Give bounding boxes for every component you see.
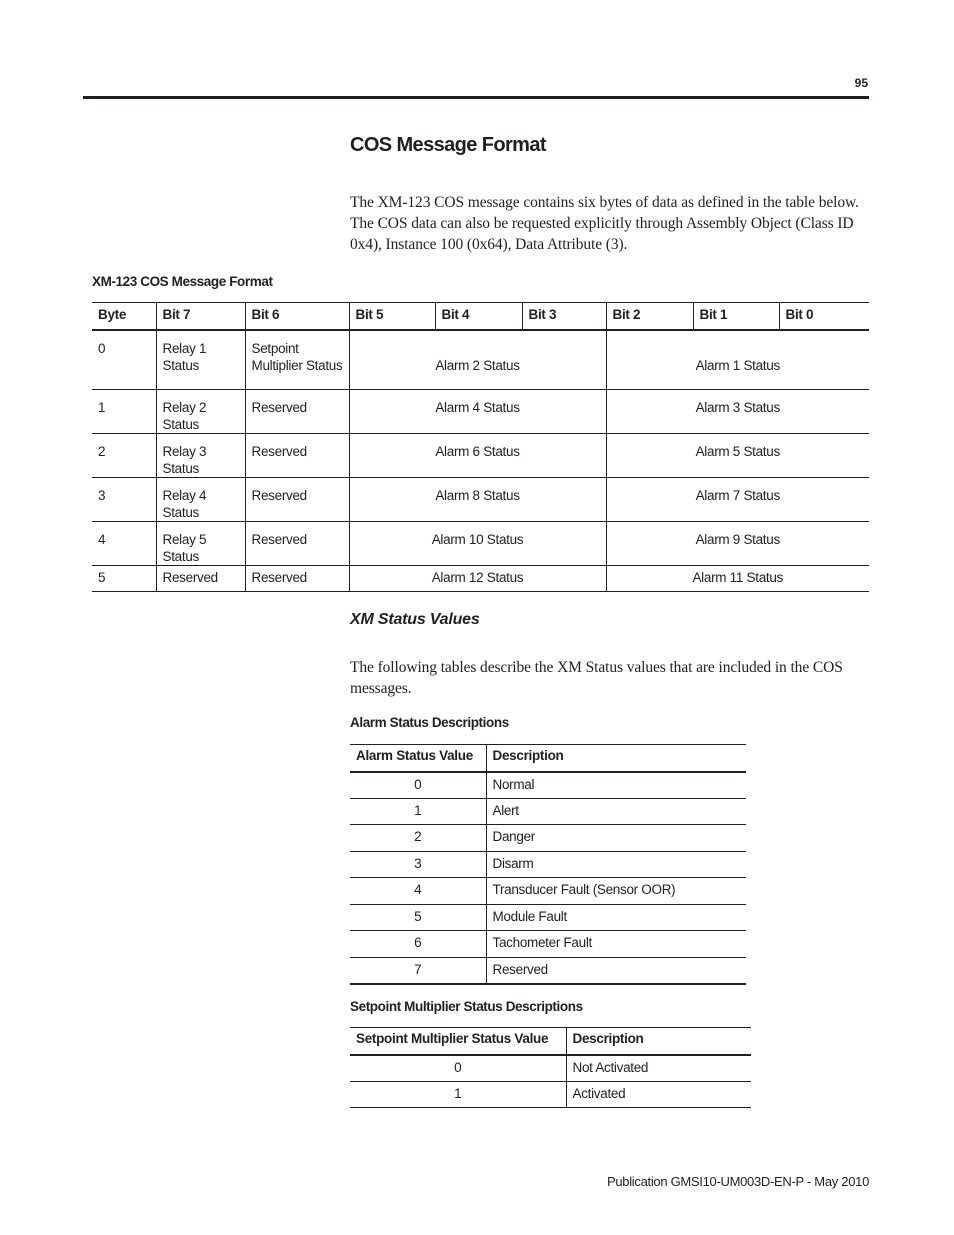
description-cell: Reserved: [486, 957, 746, 984]
description-cell: Transducer Fault (Sensor OOR): [486, 878, 746, 905]
setpoint-multiplier-status-table: [350, 1027, 751, 1108]
table-row: [92, 478, 869, 522]
column-header: Bit 3: [522, 303, 606, 330]
column-header: Bit 2: [606, 303, 693, 330]
description-cell: Normal: [486, 772, 746, 799]
page-number: 95: [854, 76, 868, 90]
bit6-cell: Reserved: [245, 434, 349, 478]
table-row: [92, 566, 869, 592]
table-row: [92, 522, 869, 566]
description-cell: Activated: [566, 1081, 751, 1108]
column-header: Description: [566, 1028, 751, 1055]
bit6-cell: Reserved: [245, 478, 349, 522]
bits2-0-cell: Alarm 5 Status: [606, 434, 869, 478]
value-cell: 0: [350, 1055, 566, 1082]
table-row: [350, 851, 746, 878]
table-row: [350, 931, 746, 958]
byte-cell: 0: [92, 330, 156, 390]
bits2-0-cell: Alarm 9 Status: [606, 522, 869, 566]
byte-cell: 2: [92, 434, 156, 478]
bit7-cell: Relay 1 Status: [156, 330, 245, 390]
alarm-table-caption: Alarm Status Descriptions: [350, 715, 509, 730]
intro-paragraph: The XM-123 COS message contains six bytes of data as defined in the table below. The COS data can also be requested explicitly through Assembly Object (Class ID 0x4), Instance 100 (0x64), Data Attribute (3).: [350, 194, 859, 253]
table-header-row: [92, 303, 869, 330]
column-header: Description: [486, 745, 746, 772]
publication-footer: Publication GMSI10-UM003D-EN-P - May 2010: [606, 1174, 869, 1189]
bit7-cell: Relay 3 Status: [156, 434, 245, 478]
bits2-0-cell: Alarm 11 Status: [606, 566, 869, 592]
table-header-row: [350, 1028, 751, 1055]
byte-cell: 4: [92, 522, 156, 566]
description-cell: Module Fault: [486, 904, 746, 931]
alarm-status-table: [350, 744, 746, 985]
bit6-cell: Reserved: [245, 390, 349, 434]
table-row: [350, 1081, 751, 1108]
description-cell: Danger: [486, 825, 746, 852]
column-header: Byte: [92, 303, 156, 330]
bit6-cell: Setpoint Multiplier Status: [245, 330, 349, 390]
bits5-3-cell: Alarm 10 Status: [349, 522, 606, 566]
column-header: Bit 7: [156, 303, 245, 330]
column-header: Bit 0: [779, 303, 869, 330]
table-row: [92, 330, 869, 390]
bit6-cell: Reserved: [245, 566, 349, 592]
value-cell: 1: [350, 798, 486, 825]
table-row: [350, 772, 746, 799]
table-row: [350, 957, 746, 984]
table-row: [92, 434, 869, 478]
value-cell: 7: [350, 957, 486, 984]
value-cell: 6: [350, 931, 486, 958]
description-cell: Alert: [486, 798, 746, 825]
bits2-0-cell: Alarm 7 Status: [606, 478, 869, 522]
column-header: Setpoint Multiplier Status Value: [350, 1028, 566, 1055]
description-cell: Tachometer Fault: [486, 931, 746, 958]
bits5-3-cell: Alarm 2 Status: [349, 330, 606, 390]
section-title: COS Message Format: [350, 134, 546, 156]
table-row: [350, 904, 746, 931]
value-cell: 0: [350, 772, 486, 799]
cos-table-caption: XM-123 COS Message Format: [92, 274, 273, 289]
bits5-3-cell: Alarm 12 Status: [349, 566, 606, 592]
column-header: Bit 4: [435, 303, 522, 330]
column-header: Alarm Status Value: [350, 745, 486, 772]
bits5-3-cell: Alarm 8 Status: [349, 478, 606, 522]
column-header: Bit 5: [349, 303, 435, 330]
cos-message-format-table: [92, 302, 869, 592]
bit6-cell: Reserved: [245, 522, 349, 566]
header-rule: [83, 96, 869, 99]
bit7-cell: Relay 2 Status: [156, 390, 245, 434]
bit7-cell: Relay 4 Status: [156, 478, 245, 522]
value-cell: 4: [350, 878, 486, 905]
bit7-cell: Relay 5 Status: [156, 522, 245, 566]
value-cell: 3: [350, 851, 486, 878]
table-row: [350, 798, 746, 825]
table-row: [350, 1055, 751, 1082]
table-header-row: [350, 745, 746, 772]
bits5-3-cell: Alarm 4 Status: [349, 390, 606, 434]
value-cell: 5: [350, 904, 486, 931]
xm-status-heading: XM Status Values: [350, 611, 480, 628]
xm-status-paragraph: The following tables describe the XM Status values that are included in the COS messages.: [350, 659, 843, 697]
description-cell: Disarm: [486, 851, 746, 878]
table-row: [350, 825, 746, 852]
table-row: [92, 390, 869, 434]
column-header: Bit 1: [693, 303, 779, 330]
bits5-3-cell: Alarm 6 Status: [349, 434, 606, 478]
description-cell: Not Activated: [566, 1055, 751, 1082]
setpoint-table-caption: Setpoint Multiplier Status Descriptions: [350, 999, 583, 1014]
bits2-0-cell: Alarm 1 Status: [606, 330, 869, 390]
value-cell: 1: [350, 1081, 566, 1108]
byte-cell: 3: [92, 478, 156, 522]
column-header: Bit 6: [245, 303, 349, 330]
bits2-0-cell: Alarm 3 Status: [606, 390, 869, 434]
value-cell: 2: [350, 825, 486, 852]
byte-cell: 1: [92, 390, 156, 434]
byte-cell: 5: [92, 566, 156, 592]
bit7-cell: Reserved: [156, 566, 245, 592]
table-row: [350, 878, 746, 905]
